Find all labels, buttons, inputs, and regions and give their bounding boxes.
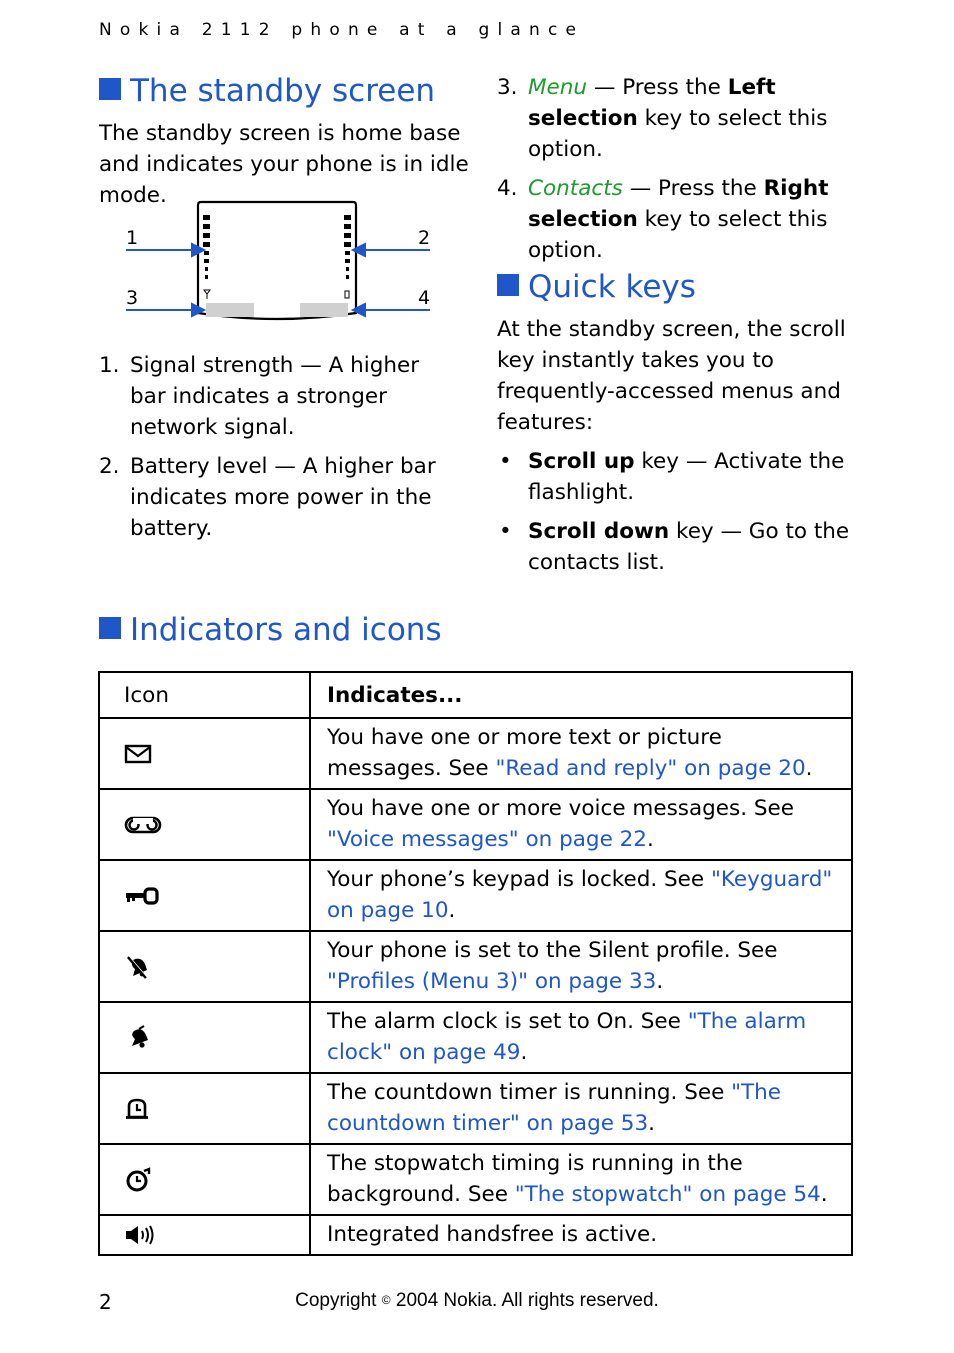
indicator-description bbox=[310, 789, 852, 860]
row-text: The countdown timer is running. See bbox=[327, 1080, 732, 1105]
indicator-description bbox=[310, 1144, 852, 1215]
cross-reference-link[interactable]: "The countdown timer" on page 53 bbox=[327, 1080, 782, 1136]
indicator-description bbox=[310, 860, 852, 931]
row-text-after: . bbox=[647, 827, 654, 852]
row-text: Integrated handsfree is active. bbox=[327, 1222, 658, 1247]
copyright-notice bbox=[0, 1290, 954, 1312]
standby-heading bbox=[99, 73, 435, 109]
quick-keys-heading bbox=[497, 269, 696, 305]
bullet-text: key — Go to the contacts list. bbox=[528, 519, 850, 575]
list-item bbox=[497, 72, 852, 165]
list-text: Signal strength — A higher bar indicates a stronger network signal. bbox=[130, 353, 420, 440]
cross-reference-link[interactable]: "Profiles (Menu 3)" on page 33 bbox=[327, 969, 657, 994]
copyright-symbol: © bbox=[381, 1293, 391, 1307]
heading-square-icon bbox=[99, 617, 121, 639]
cross-reference-link[interactable]: "Keyguard" on page 10 bbox=[327, 867, 833, 923]
list-item bbox=[497, 516, 857, 578]
standby-list-right bbox=[497, 72, 852, 274]
standby-list-left bbox=[99, 350, 439, 552]
diagram-label-3: 3 bbox=[126, 287, 139, 309]
row-text-after: . bbox=[805, 756, 813, 781]
page-number: 2 bbox=[99, 1290, 112, 1314]
row-text-after: . bbox=[820, 1182, 828, 1207]
list-item bbox=[99, 350, 439, 443]
bullet-bold: Scroll down bbox=[528, 519, 670, 544]
row-text: You have one or more text or picture messages. See bbox=[327, 725, 722, 781]
row-text: Your phone is set to the Silent profile. See bbox=[327, 938, 778, 963]
row-text: You have one or more voice messages. See bbox=[327, 796, 795, 821]
list-bold: Left selection bbox=[528, 75, 776, 131]
standby-screen-diagram bbox=[120, 195, 440, 330]
diagram-label-4: 4 bbox=[418, 287, 431, 309]
row-text: Your phone’s keypad is locked. See bbox=[327, 867, 711, 892]
running-head: Nokia 2112 phone at a glance bbox=[99, 20, 585, 40]
cross-reference-link[interactable]: "Voice messages" on page 22 bbox=[327, 827, 647, 852]
table-row bbox=[99, 1215, 852, 1255]
standby-screen-drawing bbox=[120, 195, 440, 330]
row-text: The stopwatch timing is running in the background. See bbox=[327, 1151, 743, 1207]
stopwatch-icon bbox=[99, 1144, 310, 1215]
table-row bbox=[99, 860, 852, 931]
countdown-timer-icon bbox=[99, 1073, 310, 1144]
indicator-description bbox=[310, 1002, 852, 1073]
cross-reference-link[interactable]: "The alarm clock" on page 49 bbox=[327, 1009, 807, 1065]
table-row bbox=[99, 718, 852, 789]
list-text: — Press the bbox=[622, 176, 764, 201]
table-row bbox=[99, 1002, 852, 1073]
bullet-text: key — Activate the flashlight. bbox=[528, 449, 845, 505]
indicator-description bbox=[310, 1215, 852, 1255]
list-number: 2. bbox=[99, 454, 120, 479]
indicator-description bbox=[310, 931, 852, 1002]
cross-reference-link[interactable]: "Read and reply" on page 20 bbox=[495, 756, 806, 781]
copyright-text: Copyright bbox=[295, 1290, 382, 1311]
speaker-icon bbox=[99, 1215, 310, 1255]
list-number: 4. bbox=[497, 176, 518, 201]
column-header-icon: Icon bbox=[99, 672, 310, 718]
standby-heading-text: The standby screen bbox=[130, 73, 436, 109]
heading-square-icon bbox=[497, 274, 519, 296]
standby-intro-text: The standby screen is home base and indicates your phone is in idle mode. bbox=[99, 121, 469, 208]
list-item bbox=[99, 451, 439, 544]
list-number: 1. bbox=[99, 353, 120, 378]
row-text: The alarm clock is set to On. See bbox=[327, 1009, 688, 1034]
table-row bbox=[99, 931, 852, 1002]
list-text: key to select this option. bbox=[528, 106, 828, 162]
indicator-description bbox=[310, 718, 852, 789]
key-icon bbox=[99, 860, 310, 931]
row-text-after: . bbox=[448, 898, 456, 923]
bullet-icon: • bbox=[499, 519, 512, 544]
diagram-label-1: 1 bbox=[126, 227, 139, 249]
list-text: key to select this option. bbox=[528, 207, 828, 263]
indicator-description bbox=[310, 1073, 852, 1144]
quick-keys-body bbox=[497, 314, 857, 586]
table-row bbox=[99, 1144, 852, 1215]
quick-keys-intro: At the standby screen, the scroll key instantly takes you to frequently-accessed menus and features: bbox=[497, 317, 846, 435]
silent-bell-icon bbox=[99, 931, 310, 1002]
list-item bbox=[497, 173, 852, 266]
list-item bbox=[497, 446, 857, 508]
alarm-bell-icon bbox=[99, 1002, 310, 1073]
row-text-after: . bbox=[656, 969, 664, 994]
bullet-bold: Scroll up bbox=[528, 449, 635, 474]
indicators-heading-text: Indicators and icons bbox=[130, 612, 442, 648]
envelope-icon bbox=[99, 718, 310, 789]
row-text-after: . bbox=[648, 1111, 655, 1136]
voicemail-icon bbox=[99, 789, 310, 860]
table-row bbox=[99, 1073, 852, 1144]
column-header-indicates: Indicates... bbox=[310, 672, 852, 718]
term-menu: Menu bbox=[528, 75, 588, 100]
heading-square-icon bbox=[99, 78, 121, 100]
list-text: — Press the bbox=[587, 75, 728, 100]
list-bold: Right selection bbox=[528, 176, 829, 232]
copyright-text: 2004 Nokia. All rights reserved. bbox=[390, 1290, 659, 1311]
quick-keys-heading-text: Quick keys bbox=[528, 269, 696, 305]
cross-reference-link[interactable]: "The stopwatch" on page 54 bbox=[514, 1182, 821, 1207]
list-text: Battery level — A higher bar indicates more power in the battery. bbox=[130, 454, 436, 541]
list-number: 3. bbox=[497, 75, 518, 100]
diagram-label-2: 2 bbox=[418, 227, 431, 249]
indicators-heading bbox=[99, 612, 442, 648]
indicators-table bbox=[98, 671, 853, 1256]
bullet-icon: • bbox=[499, 449, 512, 474]
term-contacts: Contacts bbox=[528, 176, 623, 201]
table-row bbox=[99, 789, 852, 860]
row-text-after: . bbox=[520, 1040, 528, 1065]
table-header-row bbox=[99, 672, 852, 718]
